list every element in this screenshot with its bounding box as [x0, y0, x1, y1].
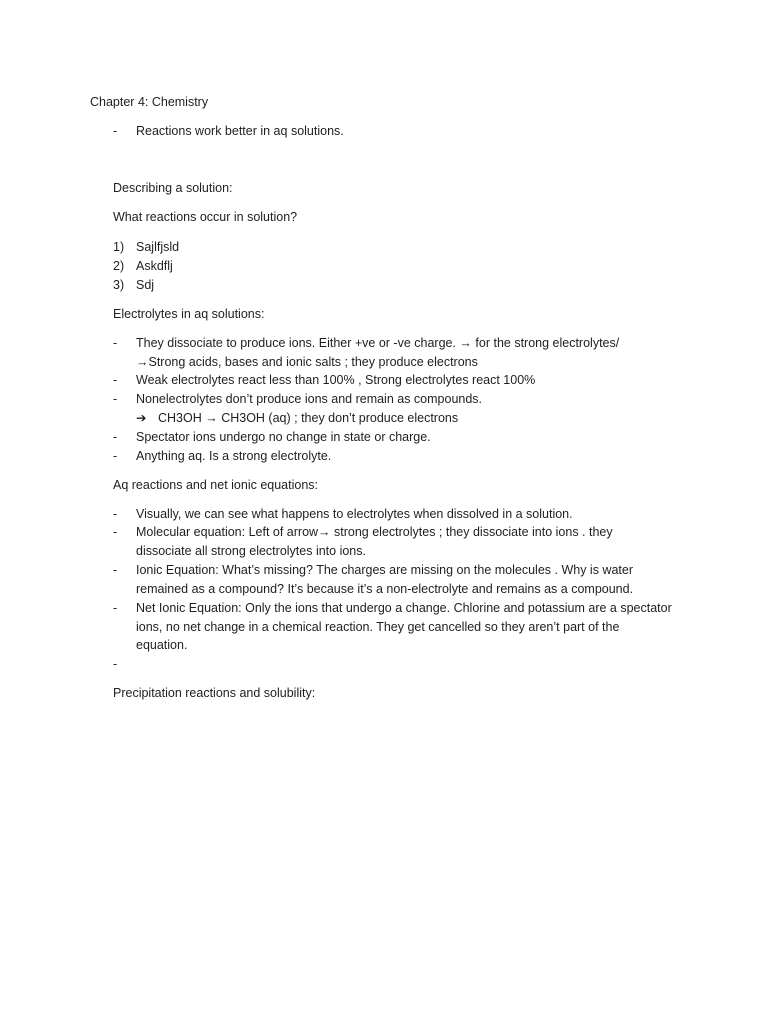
- reactions-question: What reactions occur in solution?: [113, 210, 298, 224]
- electrolytes-bullet-text: Spectator ions undergo no change in state or charge.: [136, 430, 431, 444]
- bullet-dash: -: [113, 392, 118, 406]
- describing-heading: Describing a solution:: [113, 181, 233, 195]
- intro-bullet-text: Reactions work better in aq solutions.: [136, 124, 344, 138]
- aq-bullet-text: Molecular equation: Left of arrow→ strong electrolytes ; they dissociate into ions . they: [136, 525, 613, 539]
- aq-bullet-text: remained as a compound? It’s because it’s a non-electrolyte and remains as a compound.: [136, 582, 634, 596]
- aq-bullet-text: Ionic Equation: What’s missing? The charges are missing on the molecules . Why is water: [136, 563, 633, 577]
- precipitation-heading: Precipitation reactions and solubility:: [113, 686, 316, 700]
- numbered-item-num: 2): [113, 259, 125, 273]
- aq-bullet-text: Net Ionic Equation: Only the ions that undergo a change. Chlorine and potassium are a spectator: [136, 601, 672, 615]
- bullet-dash: -: [113, 449, 118, 463]
- electrolytes-heading: Electrolytes in aq solutions:: [113, 307, 265, 321]
- bullet-dash: -: [113, 507, 118, 521]
- bullet-dash: -: [113, 336, 118, 350]
- bullet-dash: -: [113, 525, 118, 539]
- aq-bullet-text: Visually, we can see what happens to electrolytes when dissolved in a solution.: [136, 507, 573, 521]
- aq-bullet-text: dissociate all strong electrolytes into ions.: [136, 544, 366, 558]
- electrolytes-bullet-text: Nonelectrolytes don’t produce ions and remain as compounds.: [136, 392, 483, 406]
- page-title: Chapter 4: Chemistry: [90, 95, 209, 109]
- aq-bullet-text: ions, no net change in a chemical reaction. They get cancelled so they aren’t part of the: [136, 620, 620, 634]
- bullet-dash: -: [113, 563, 118, 577]
- bullet-dash: -: [113, 430, 118, 444]
- numbered-item-text: Askdflj: [136, 259, 173, 273]
- electrolytes-bullet-text: →Strong acids, bases and ionic salts ; they produce electrons: [136, 355, 478, 369]
- aq-heading: Aq reactions and net ionic equations:: [113, 478, 318, 492]
- electrolytes-bullet-text: Anything aq. Is a strong electrolyte.: [136, 449, 332, 463]
- arrow-bullet-icon: ➔: [136, 411, 147, 425]
- electrolytes-bullet-text: They dissociate to produce ions. Either +ve or -ve charge. → for the strong electrolytes/: [136, 336, 620, 350]
- bullet-dash: -: [113, 601, 118, 615]
- electrolytes-sub-bullet-text: CH3OH → CH3OH (aq) ; they don’t produce electrons: [158, 411, 459, 425]
- numbered-item-text: Sdj: [136, 278, 155, 292]
- numbered-item-text: Sajlfjsld: [136, 240, 180, 254]
- electrolytes-bullet-text: Weak electrolytes react less than 100% , Strong electrolytes react 100%: [136, 373, 536, 387]
- bullet-dash: -: [113, 657, 118, 671]
- bullet-dash: -: [113, 373, 118, 387]
- numbered-item-num: 1): [113, 240, 125, 254]
- aq-bullet-text: equation.: [136, 638, 188, 652]
- numbered-item-num: 3): [113, 278, 125, 292]
- bullet-dash: -: [113, 124, 118, 138]
